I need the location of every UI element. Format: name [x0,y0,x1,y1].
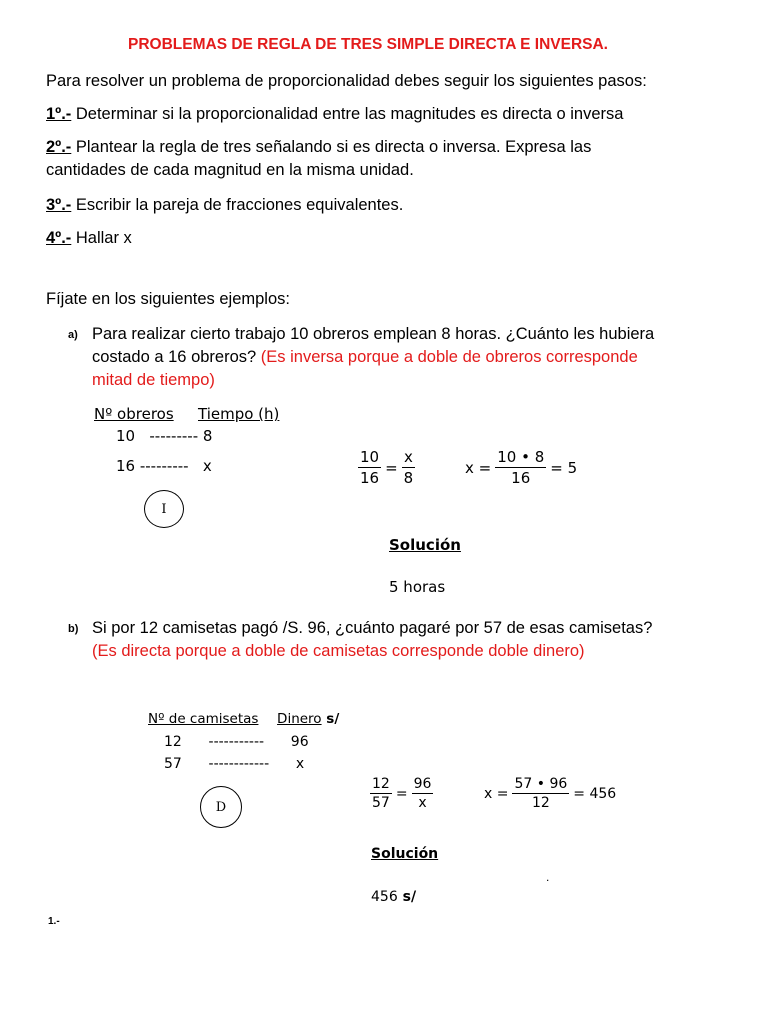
footer-marker: 1.- [48,916,60,927]
intro-text: Para resolver un problema de proporcionalidad debes seguir los siguientes pasos: [46,72,647,90]
inverse-circle [144,490,184,528]
solution-fraction-b [512,776,569,811]
fraction-right-b [412,776,434,811]
solution-fraction [495,448,546,487]
fraction-right [402,448,416,487]
example-a-statement [92,323,654,392]
page-title: PROBLEMAS DE REGLA DE TRES SIMPLE DIRECTA E INVERSA. [128,36,608,53]
fraction-left-b-denominator: 57 [372,795,390,811]
result: = 5 [550,458,578,477]
step-4-number: 4º.- [46,229,72,247]
example-a-line-2: costado a 16 obreros? [92,348,261,366]
example-a-row-2: 16 --------- x [116,457,212,475]
solution-fraction-b-numerator: 57 • 96 [514,776,568,792]
example-b-solution-label: Solución [371,846,439,862]
example-b-row-2: 57 ------------ x [164,756,305,772]
inverse-circle-label: I [161,501,167,517]
solution-fraction-b-denominator: 12 [531,795,550,811]
step-1 [46,103,623,126]
example-b-solution-value: 456 [371,889,398,905]
example-b-header [148,711,339,727]
example-a-solution-equation [465,448,577,487]
example-a-solution-value: 5 horas [389,578,446,596]
fraction-right-b-numerator: 96 [413,776,432,792]
fraction-right-b-denominator: x [418,795,427,811]
x-equals: x = [465,458,492,477]
example-a-reason: (Es inversa porque a doble de obreros corresponde [260,348,638,366]
fraction-right-numerator: x [404,448,413,466]
solution-fraction-denominator: 16 [511,469,531,487]
step-2-number: 2º.- [46,138,72,156]
step-2 [46,136,591,182]
direct-circle-label: D [215,799,227,815]
step-1-number: 1º.- [46,105,72,123]
step-4-text: Hallar x [71,229,132,247]
example-a-header-workers: Nº obreros [94,405,174,423]
fraction-left [358,448,381,487]
example-b-line-1: Si por 12 camisetas pagó /S. 96, ¿cuánto pagaré por 57 de esas camisetas? [92,619,653,637]
example-b-proportion [370,776,433,811]
step-3 [46,194,403,217]
step-1-text: Determinar si la proporcionalidad entre las magnitudes es directa o inversa [71,105,624,123]
example-a-marker: a) [68,329,78,341]
example-a-proportion [358,448,415,487]
example-b-header-money: Dinero [277,711,322,727]
fraction-right-denominator: 8 [403,469,414,487]
step-4 [46,227,132,250]
example-b-header-unit: s/ [321,711,340,727]
stray-dot: . [546,870,550,884]
equals-sign-b: = [395,785,408,802]
equals-sign: = [385,458,398,477]
step-3-number: 3º.- [46,196,72,214]
example-a-reason-continued: mitad de tiempo) [92,371,215,389]
direct-circle [200,786,242,828]
step-2-text: Plantear la regla de tres señalando si es directa o inversa. Expresa las [71,138,592,156]
fraction-left-denominator: 16 [360,469,380,487]
result-b: = 456 [573,785,617,802]
fraction-left-numerator: 10 [360,448,380,466]
example-a-header-time: Tiempo (h) [198,405,280,423]
example-b-statement [92,617,652,663]
step-2-text-continued: cantidades de cada magnitud en la misma unidad. [46,161,414,179]
example-b-marker: b) [68,623,79,635]
example-b-solution [371,889,416,905]
example-b-header-shirts: Nº de camisetas [148,711,259,727]
example-b-solution-equation [484,776,616,811]
solution-fraction-numerator: 10 • 8 [497,448,545,466]
x-equals-b: x = [484,785,509,802]
fraction-left-b-numerator: 12 [372,776,390,792]
step-3-text: Escribir la pareja de fracciones equivalentes. [71,196,404,214]
examples-intro: Fíjate en los siguientes ejemplos: [46,290,290,308]
example-b-solution-unit: s/ [397,889,417,905]
example-a-solution-label: Solución [389,536,461,554]
fraction-left-b [370,776,392,811]
example-b-row-1: 12 ----------- 96 [164,734,309,750]
example-a-row-1: 10 --------- 8 [116,427,213,445]
example-b-reason: (Es directa porque a doble de camisetas corresponde doble dinero) [92,642,585,660]
example-a-line-1: Para realizar cierto trabajo 10 obreros emplean 8 horas. ¿Cuánto les hubiera [92,325,655,343]
